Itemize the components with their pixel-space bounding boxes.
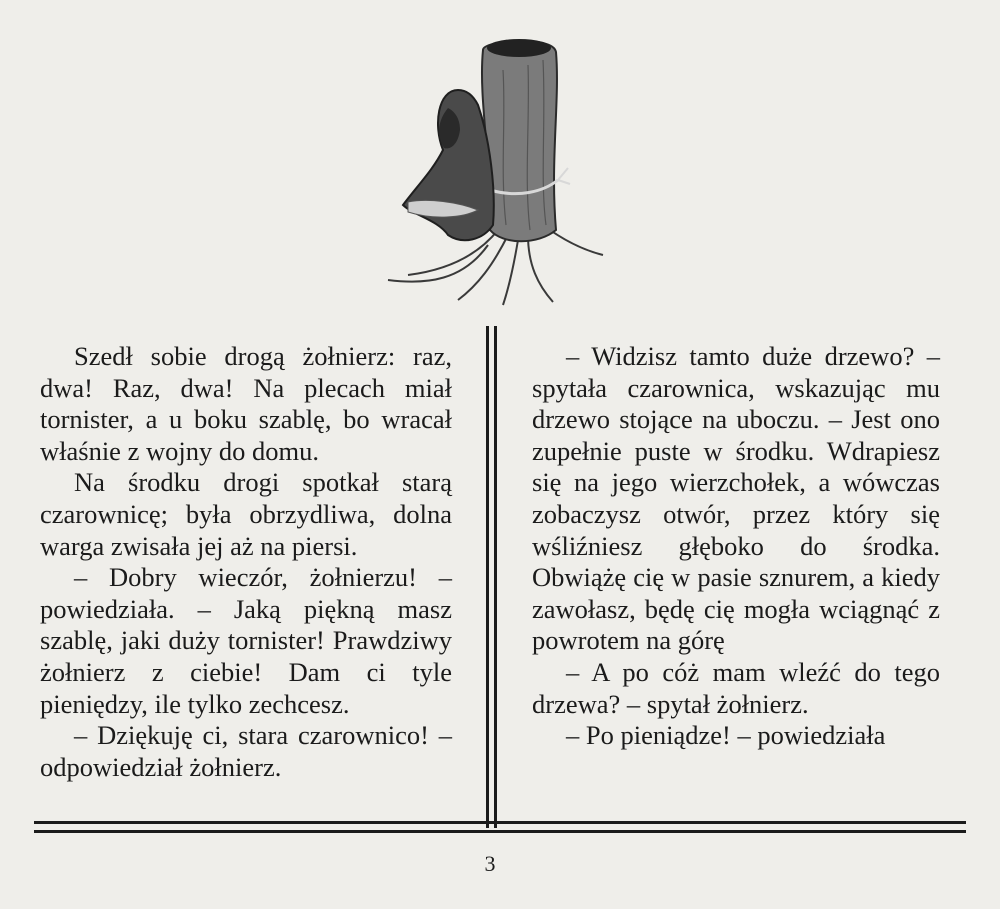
paragraph: – Dobry wieczór, żołnierzu! – powiedziała. – Jaką piękną masz szablę, jaki duży tornister! Prawdziwy żołnierz z ciebie! Dam ci tyle pieniędzy, ile tylko zechcesz. (40, 562, 452, 719)
paragraph: – Po pieniądze! – powiedziała (566, 720, 886, 751)
bottom-rule-top (34, 821, 966, 824)
paragraph: – Widzisz tamto duże drzewo? – spytała czarownica, wskazując mu drzewo stojące na uboczu. – Jest ono zupełnie puste w środku. Wdrapiesz się na jego wierzchołek, a wówczas zobaczysz otwór, przez który się wśliźniesz głęboko do środka. Obwiążę cię w pasie sznurem, a kiedy zawołasz, będę cię mogła wciągnąć z powrotem na górę (532, 341, 940, 656)
paragraph: Szedł sobie drogą żołnierz: raz, dwa! Raz, dwa! Na plecach miał tornister, a u boku szablę, bo wracał właśnie z wojny do domu. (40, 341, 452, 466)
text-column-right (532, 341, 940, 752)
center-rule-right (494, 326, 497, 828)
paragraph: Na środku drogi spotkał starą czarownicę; była obrzydliwa, dolna warga zwisała jej aż na piersi. (40, 467, 452, 561)
center-rule-left (486, 326, 489, 828)
page-number: 3 (484, 851, 496, 876)
bottom-rule-bottom (34, 830, 966, 833)
tree-roots (388, 225, 603, 305)
paragraph: – Dziękuję ci, stara czarownico! – odpowiedział żołnierz. (40, 720, 452, 782)
paragraph: – A po cóż mam wleźć do tego drzewa? – spytał żołnierz. (532, 656, 940, 719)
tree-hollow-opening (487, 39, 551, 57)
text-column-left (40, 341, 452, 783)
witch-by-hollow-tree-illustration (378, 30, 610, 308)
